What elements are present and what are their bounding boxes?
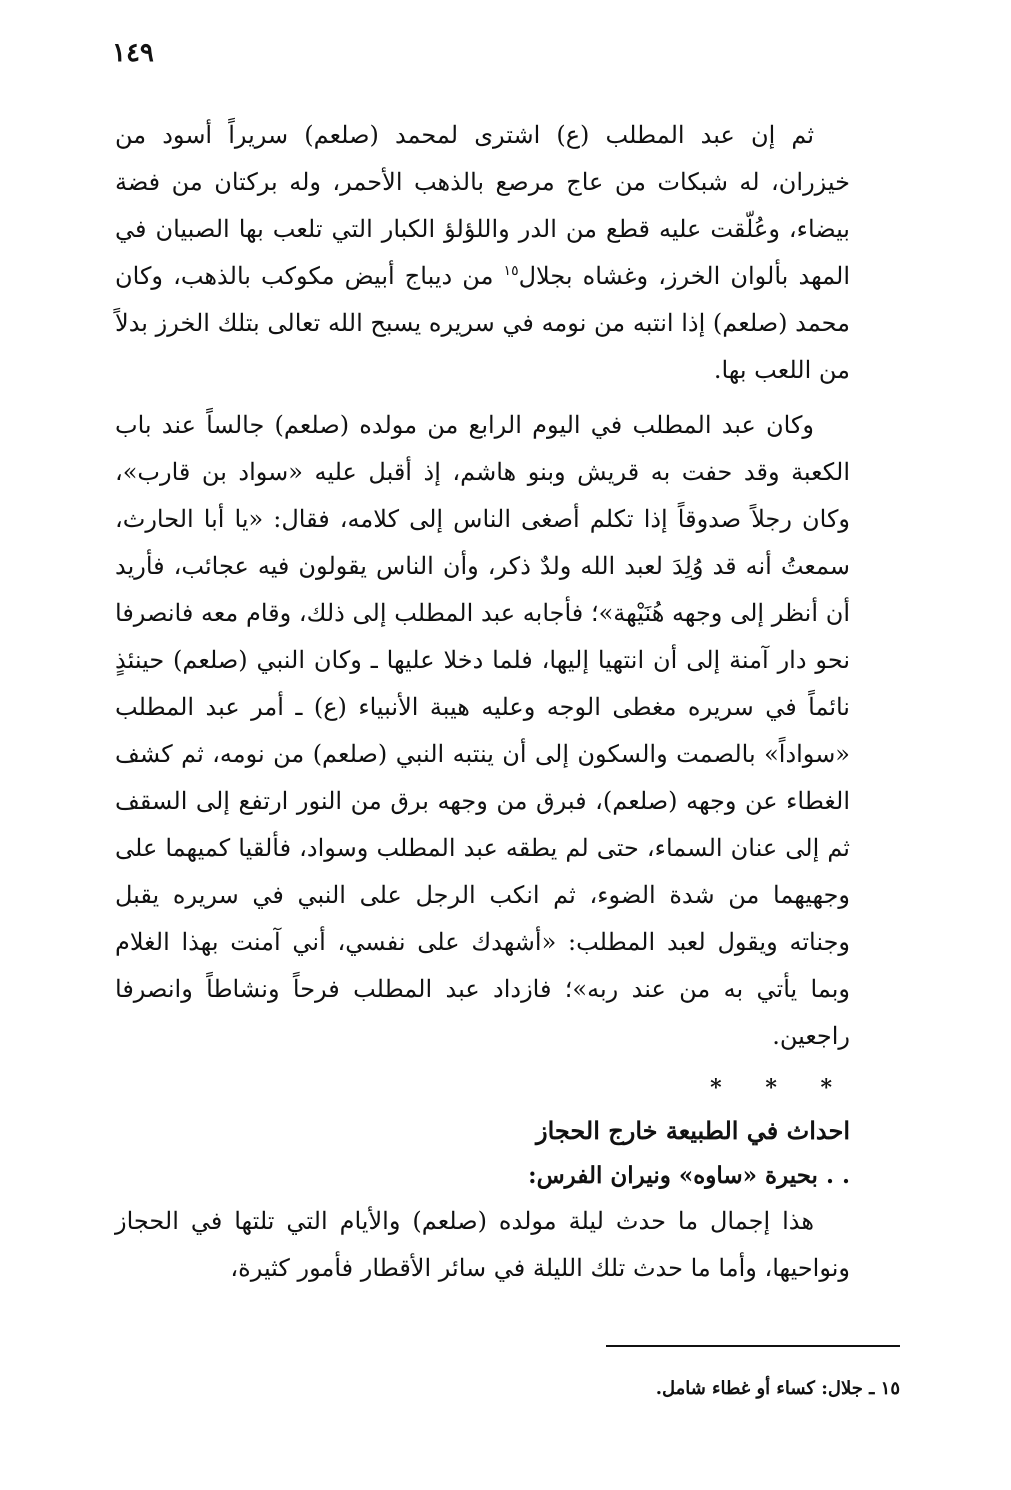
section-separator: * * * [710, 1075, 850, 1101]
footnote-reference: ١٥ [503, 263, 519, 279]
paragraph-1 [115, 112, 850, 394]
body-text [115, 112, 850, 1300]
footnote-divider [606, 1345, 900, 1347]
paragraph-1-text-after: من ديباج أبيض مكوكب بالذهب، وكان محمد (صلعم) إذا انتبه من نومه في سريره يسبح الله تعالى بتلك الخرز بدلاً من اللعب بها. [115, 262, 851, 384]
page-number: ١٤٩ [112, 38, 154, 68]
paragraph-1-text-before: ثم إن عبد المطلب (ع) اشترى لمحمد (صلعم) سريراً أسود من خيزران، له شبكات من عاج مرصع بالذهب الأحمر، وله بركتان من فضة بيضاء، وعُلّقت عليه قطع من الدر واللؤلؤ الكبار التي تلعب بها الصبيان في المهد بألوان الخرز، وغشاه بجلال [115, 121, 850, 290]
paragraph-3: هذا إجمال ما حدث ليلة مولده (صلعم) والأيام التي تلتها في الحجاز ونواحيها، وأما ما حدث تلك الليلة في سائر الأقطار فأمور كثيرة، [115, 1207, 850, 1282]
section-heading: احداث في الطبيعة خارج الحجاز [536, 1116, 850, 1145]
paragraph-2: وكان عبد المطلب في اليوم الرابع من مولده (صلعم) جالساً عند باب الكعبة وقد حفت به قريش وبنو هاشم، إذ أقبل عليه «سواد بن قارب»، وكان رجلاً صدوقاً إذا تكلم أصغى الناس إلى كلامه، فقال: «يا أبا الحارث، سمعتُ أنه قد وُلِدَ لعبد الله ولدٌ ذكر، وأن الناس يقولون فيه عجائب، فأريد أن أنظر إلى وجهه هُنَيْهة»؛ فأجابه عبد المطلب إلى ذلك، وقام معه فانصرفا نحو دار آمنة إلى أن انتهيا إليها، فلما دخلا عليها ـ وكان النبي (صلعم) حينئذٍ نائماً في سريره مغطى الوجه وعليه هيبة الأنبياء (ع) ـ أمر عبد المطلب «سواداً» بالصمت والسكون إلى أن ينتبه النبي (صلعم) من نومه، ثم كشف الغطاء عن وجهه (صلعم)، فبرق من وجهه برق من النور ارتفع إلى السقف ثم إلى عنان السماء، حتى لم يطقه عبد المطلب وسواد، فألقيا كميهما على وجهيهما من شدة الضوء، ثم انكب الرجل على النبي في سريره يقبل وجناته ويقول لعبد المطلب: «أشهدك على نفسي، أني آمنت بهذا الغلام وبما يأتي به من عند ربه»؛ فازداد عبد المطلب فرحاً ونشاطاً وانصرفا راجعين. [115, 411, 850, 1050]
section-subheading: . . بحيرة «ساوه» ونيران الفرس: [528, 1162, 850, 1189]
footnote: ١٥ ـ جلال: كساء أو غطاء شامل. [655, 1378, 900, 1399]
